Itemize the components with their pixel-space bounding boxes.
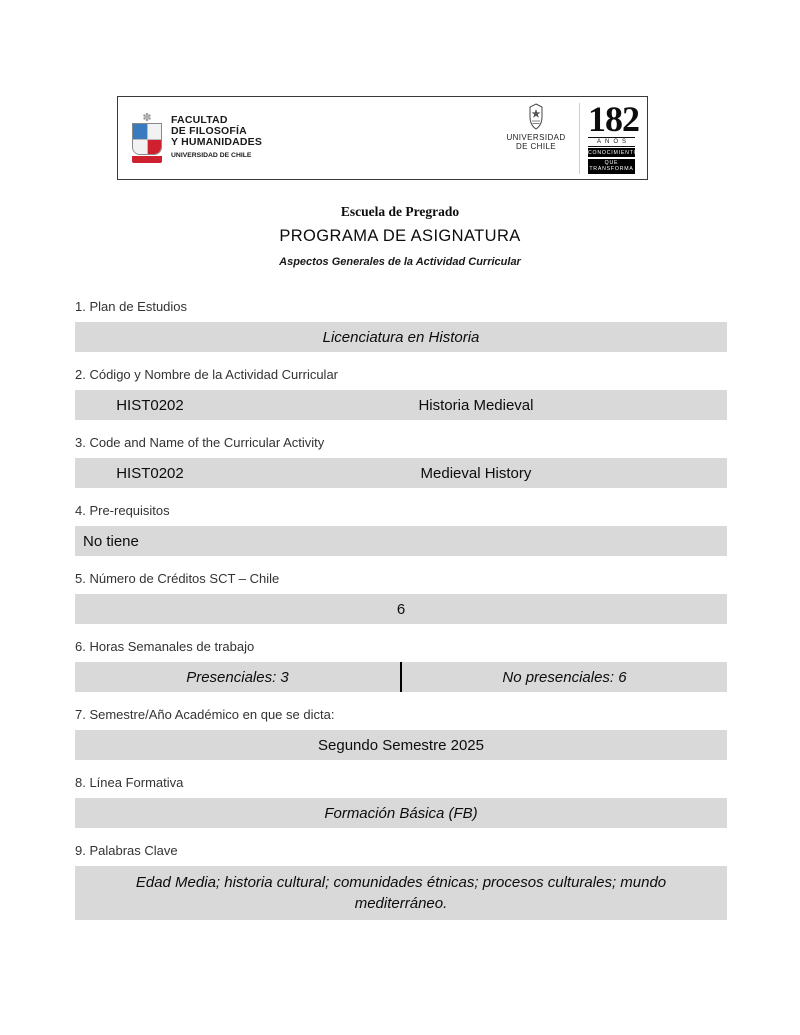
shield-icon [132,123,162,155]
section-label: 8. Línea Formativa [75,775,184,790]
shield-banner [132,156,162,163]
section-codigo-nombre [75,367,727,420]
section-value-bar: Formación Básica (FB) [75,798,727,828]
section-linea-formativa [75,775,727,828]
section-label: 4. Pre-requisitos [75,503,170,518]
section-palabras-clave [75,843,727,920]
section-value-bar: Segundo Semestre 2025 [75,730,727,760]
section-value-bar: 6 [75,594,727,624]
sections-container [75,299,727,935]
page-title: PROGRAMA DE ASIGNATURA [279,227,521,245]
facultad-line: Y HUMANIDADES [171,136,263,148]
section-value-bar: No tiene [75,526,727,556]
section-value-bar [75,458,727,488]
horas-no-presenciales: No presenciales: 6 [502,668,627,686]
universidad-emblem-icon [526,103,546,131]
tagline-strip: QUE TRANSFORMA [589,160,634,172]
facultad-shield-logo [132,113,162,163]
course-code: HIST0202 [116,464,184,482]
section-value-bar: Licenciatura en Historia [75,322,727,352]
school-title: Escuela de Pregrado [340,204,460,219]
section-label: 5. Número de Créditos SCT – Chile [75,571,280,586]
section-value-bar: Edad Media; historia cultural; comunidades étnicas; procesos culturales; mundo mediterráneo. [75,866,727,920]
facultad-line: DE FILOSOFÍA [171,125,247,137]
years-label: AÑOS [588,137,635,147]
section-label: 2. Código y Nombre de la Actividad Curricular [75,367,339,382]
course-name: Historia Medieval [418,396,534,414]
section-code-name-en [75,435,727,488]
section-plan-de-estudios [75,299,727,352]
years-number: 182 [588,98,639,139]
section-label: 6. Horas Semanales de trabajo [75,639,255,654]
section-label: 9. Palabras Clave [75,843,178,858]
section-horas-semanales [75,639,727,692]
shield-quadrant [133,124,147,139]
shield-quadrant [147,124,161,139]
facultad-logo [132,113,262,163]
section-value-bar [75,662,727,692]
horas-presenciales: Presenciales: 3 [186,668,289,686]
page-subtitle: Aspectos Generales de la Actividad Curricular [279,256,521,268]
header-logo-box [117,96,648,180]
universidad-name: DE CHILE [515,141,557,151]
shield-quadrant [133,139,147,154]
section-label: 3. Code and Name of the Curricular Activity [75,435,325,450]
section-label: 7. Semestre/Año Académico en que se dicta: [75,707,335,722]
tagline-strip: CONOCIMIENTO [588,149,639,156]
universidad-emblem-block [503,103,569,151]
facultad-line: FACULTAD [171,114,228,126]
section-semestre [75,707,727,760]
universidad-logo [503,98,639,174]
section-prerequisitos [75,503,727,556]
course-code: HIST0202 [116,396,184,414]
section-label: 1. Plan de Estudios [75,299,188,314]
facultad-line: UNIVERSIDAD DE CHILE [171,152,252,159]
anniversary-block [579,98,639,174]
facultad-text [171,115,262,161]
shield-quadrant [147,139,161,154]
universidad-name: UNIVERSIDAD [506,132,566,142]
section-value-bar [75,390,727,420]
course-name: Medieval History [420,464,532,482]
flower-icon: ✽ [142,112,152,124]
section-creditos [75,571,727,624]
